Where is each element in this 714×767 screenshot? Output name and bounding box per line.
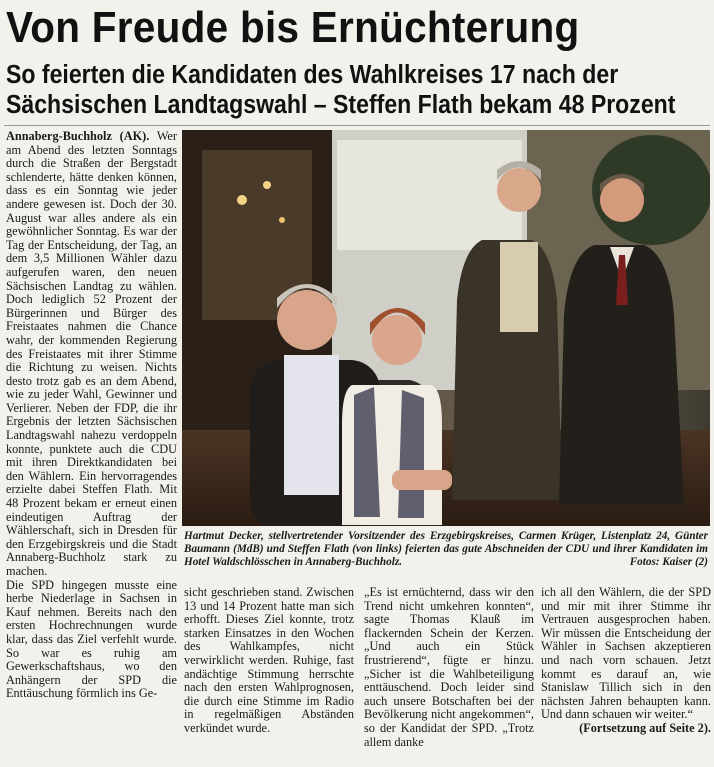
subheadline-line-1: So feierten die Kandidaten des Wahlkreises 17 nach der <box>6 61 619 89</box>
article-column-3 <box>364 586 534 762</box>
column-4-text: ich all den Wählern, die der SPD und mir mit ihrer Stimme ihr Vertrauen ausgesprochen haben. Wir müssen die Entscheidung der Wähler in Sachsen akzeptieren und nach vorn schauen. Jetzt kommt es darauf an, wie Stanislaw Tillich sich in den nächsten Jahren behaupten kann. Und dann schauen wir weiter.“ <box>541 585 711 722</box>
continuation-note: (Fortsetzung auf Seite 2). <box>579 720 711 735</box>
article-paragraph-2: Die SPD hingegen musste eine herbe Niederlage in Sachsen in Kauf nehmen. Bereits nach den ersten Hochrechnungen wurde klar, dass das Ziel verfehlt wurde. So war es ruhig am Gewerkschaftshaus, wo den Anhängern der SPD die Enttäuschung förmlich ins Ge- <box>6 577 177 701</box>
article-column-1 <box>6 130 177 760</box>
dateline: Annaberg-Buchholz (AK). <box>6 129 150 143</box>
subheadline <box>6 60 710 120</box>
column-3-text: „Es ist ernüchternd, dass wir den Trend nicht umkehren konnten“, sagte Thomas Klauß im flackernden Schein der Kerzen. „Und auch ein Stück frustrierend“, fügte er hinzu. „Sicher ist die Wahlbeteiligung enttäuschend. Doch leider sind auch unsere Botschaften bei der Bevölkerung nicht angekommen“, so der Kandidat der SPD. „Trotz allem danke <box>364 585 534 749</box>
article-column-4 <box>541 586 711 762</box>
photo-illustration <box>182 130 710 526</box>
caption-text: Hartmut Decker, stellvertretender Vorsitzender des Erzgebirgskreises, Carmen Krüger, Listenplatz 24, Günter Baumann (MdB) und Steffen Flath (von links) feierten das gute Abschneiden der CDU und ihrer Kandidaten im Hotel Waldschlösschen in Annaberg-Buchholz. <box>184 530 708 569</box>
headline: Von Freude bis Ernüchterung <box>6 3 580 52</box>
subheadline-line-2: Sächsischen Landtagswahl – Steffen Flath bekam 48 Prozent <box>6 91 676 119</box>
event-photo <box>182 130 710 526</box>
column-2-text: sicht geschrieben stand. Zwischen 13 und 14 Prozent hatte man sich erhofft. Dieses Ziel konnte, trotz starken Einsatzes in den Wochen des Wahlkampfes, nicht verwirklicht werden. Ruhige, fast andächtige Stimmung herrschte nach den ersten Wahlprognosen, die durch eine Stimme im Radio in regelmäßigen Abständen verkündet wurde. <box>184 585 354 735</box>
header-divider <box>4 125 710 126</box>
photo-caption <box>184 530 708 570</box>
article-paragraph-1 <box>6 130 177 579</box>
photo-credit: Fotos: Kaiser (2) <box>629 556 708 569</box>
article-column-2 <box>184 586 354 762</box>
paragraph-1-text: Wer am Abend des letzten Sonntags durch die Straßen der Bergstadt schlenderte, hätte denken können, dass es ein Sonntag wie jeder andere gewesen ist. Doch der 30. August war alles andere als ein gewöhnlicher Sonntag. Es war der Tag der Entscheidung, der Tag, an dem 3,5 Millionen Wähler dazu aufgerufen waren, den neuen Sächsischen Landtag zu wählen. Doch lediglich 52 Prozent der Bürgerinnen und Bürger des Freistaates nahmen die Chance wahr, der kommenden Regierung des Freistaates mit ihrer Stimme die Richtung zu weisen. Nichts desto trotz gab es an dem Abend, wie zu jeder Wahl, Gewinner und Verlierer. Neben der FDP, die ihr Ergebnis der letzten Sächsischen Landtagswahl nahezu verdoppeln konnte, punktete auch die CDU mit ihren Direktkandidaten bei den Wählern. Ein hervorragendes erzielte dabei Steffen Flath. Mit 48 Prozent bekam er erneut einen eindeutigen Auftrag der Wählerschaft, sich in Dresden für den Erzgebirgskreis und die Stadt Annaberg-Buchholz stark zu machen. <box>6 129 177 578</box>
